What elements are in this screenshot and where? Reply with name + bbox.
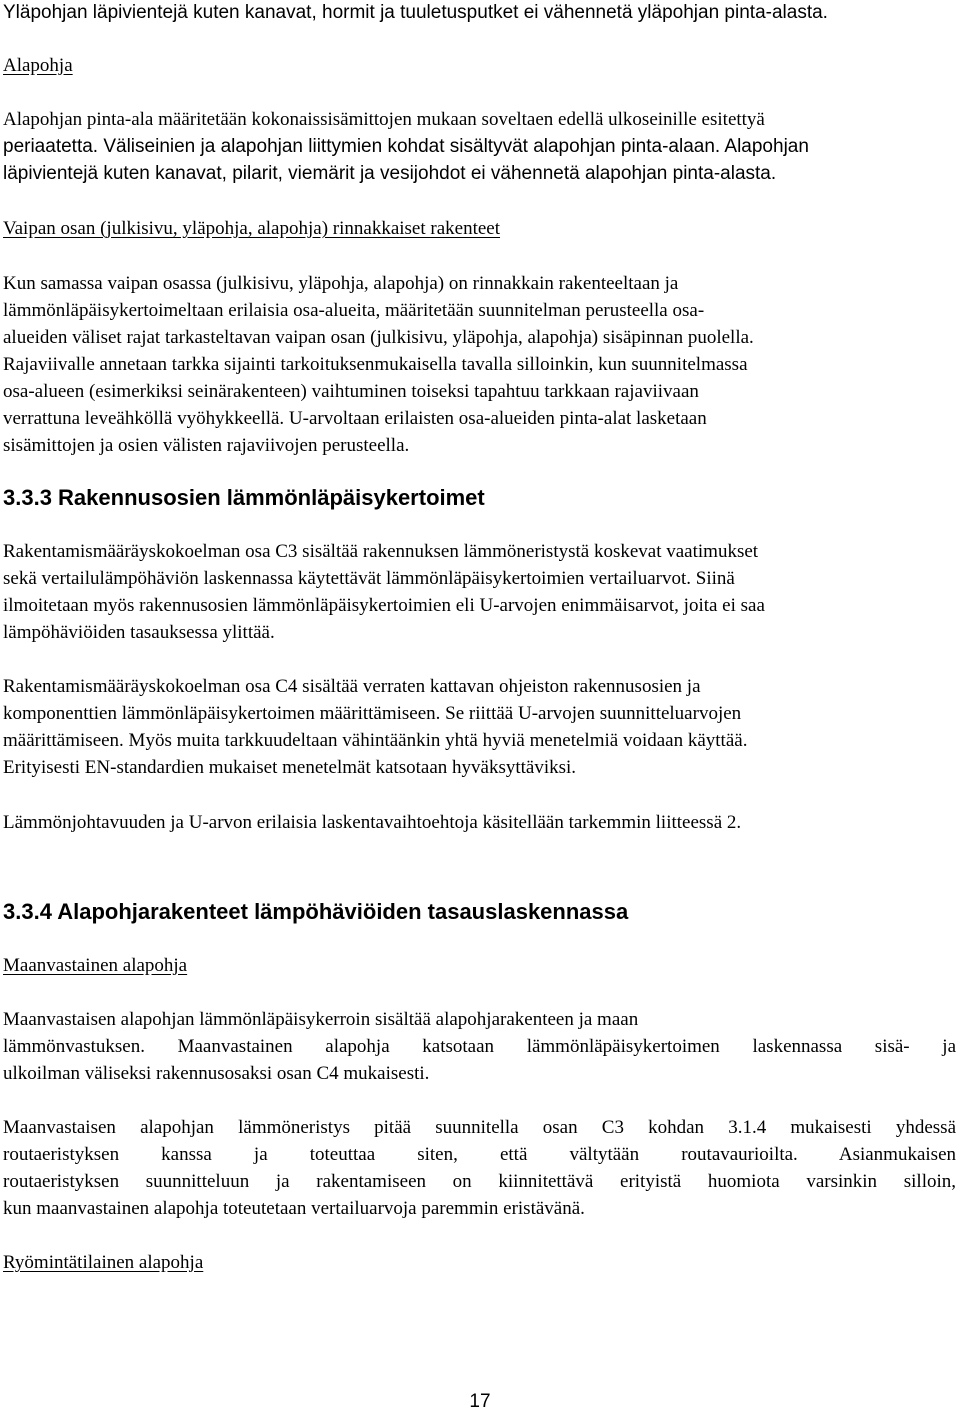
text-line: Erityisesti EN-standardien mukaiset menetelmät katsotaan hyväksyttäviksi. bbox=[3, 757, 577, 778]
text-line: Kun samassa vaipan osassa (julkisivu, yläpohja, alapohja) on rinnakkain rakenteeltaan ja bbox=[3, 273, 679, 294]
text-line: kun maanvastainen alapohja toteutetaan vertailuarvoja paremmin eristävänä. bbox=[3, 1198, 585, 1219]
text-line: lämpöhäviöiden tasauksessa ylittää. bbox=[3, 622, 275, 643]
text-line: lämmönläpäisykertoimeltaan erilaisia osa-alueita, määritetään suunnitelman perusteella osa- bbox=[3, 300, 705, 321]
text-line: osa-alueen (esimerkiksi seinärakenteen) vaihtuminen toiseksi tapahtuu tarkkaan rajaviivaan bbox=[3, 381, 699, 402]
text-line: Rajaviivalle annetaan tarkka sijainti tarkoituksenmukaisella tavalla silloinkin, kun suunnitelmassa bbox=[3, 354, 748, 375]
text-line: määrittämiseen. Myös muita tarkkuudeltaan vähintäänkin yhtä hyviä menetelmiä voidaan käyttää. bbox=[3, 730, 748, 751]
subsection-title: Alapohja bbox=[3, 55, 73, 76]
subsection-title: Vaipan osan (julkisivu, yläpohja, alapohja) rinnakkaiset rakenteet bbox=[3, 218, 501, 239]
text-line: Maanvastaisen alapohjan lämmönläpäisykerroin sisältää alapohjarakenteen ja maan bbox=[3, 1009, 639, 1030]
text-line: Maanvastaisen alapohjan lämmöneristys pitää suunnitella osan C3 kohdan 3.1.4 mukaisesti yhdessä bbox=[3, 1117, 956, 1138]
text-line: routaeristyksen suunnitteluun ja rakentamiseen on kiinnitettävä erityistä huomiota varsinkin silloin, bbox=[3, 1171, 956, 1192]
text-line: verrattuna leveähköllä vyöhykkeellä. U-arvoltaan erilaisten osa-alueiden pinta-alat lasketaan bbox=[3, 408, 707, 429]
text-line: routaeristyksen kanssa ja toteuttaa siten, että vältytään routavaurioilta. Asianmukaisen bbox=[3, 1144, 956, 1165]
text-line: Rakentamismääräyskokoelman osa C4 sisältää verraten kattavan ohjeiston rakennusosien ja bbox=[3, 676, 701, 697]
text-line: Lämmönjohtavuuden ja U-arvon erilaisia laskentavaihtoehtoja käsitellään tarkemmin liitteessä 2. bbox=[3, 812, 742, 833]
text-line: läpivientejä kuten kanavat, pilarit, viemärit ja vesijohdot ei vähennetä alapohjan pinta-alasta. bbox=[3, 163, 777, 184]
text-line: sekä vertailulämpöhäviön laskennassa käytettävät lämmönläpäisykertoimien vertailuarvot. Siinä bbox=[3, 568, 735, 589]
text-line: ulkoilman väliseksi rakennusosaksi osan C4 mukaisesti. bbox=[3, 1063, 430, 1084]
text-line: Yläpohjan läpivientejä kuten kanavat, hormit ja tuuletusputket ei vähennetä yläpohjan pinta-alasta. bbox=[3, 2, 828, 23]
section-heading: 3.3.4 Alapohjarakenteet lämpöhäviöiden tasauslaskennassa bbox=[3, 899, 629, 924]
text-line: sisämittojen ja osien välisten rajaviivojen perusteella. bbox=[3, 435, 410, 456]
text-line: Rakentamismääräyskokoelman osa C3 sisältää rakennuksen lämmöneristystä koskevat vaatimukset bbox=[3, 541, 759, 562]
text-line: alueiden väliset rajat tarkasteltavan vaipan osan (julkisivu, yläpohja, alapohja) sisäpinnan puolella. bbox=[3, 327, 754, 348]
text-line: lämmönvastuksen. Maanvastainen alapohja katsotaan lämmönläpäisykertoimen laskennassa sisä- ja bbox=[3, 1036, 956, 1057]
subsection-title: Ryömintätilainen alapohja bbox=[3, 1252, 204, 1273]
subsection-title: Maanvastainen alapohja bbox=[3, 955, 188, 976]
section-heading: 3.3.3 Rakennusosien lämmönläpäisykertoimet bbox=[3, 485, 485, 510]
text-line: Alapohjan pinta-ala määritetään kokonaissisämittojen mukaan soveltaen edellä ulkoseinille esitettyä bbox=[3, 109, 765, 130]
page-number: 17 bbox=[469, 1391, 491, 1412]
text-line: periaatetta. Väliseinien ja alapohjan liittymien kohdat sisältyvät alapohjan pinta-alaan. Alapohjan bbox=[3, 136, 809, 157]
text-line: komponenttien lämmönläpäisykertoimen määrittämiseen. Se riittää U-arvojen suunnitteluarvojen bbox=[3, 703, 742, 724]
text-line: ilmoitetaan myös rakennusosien lämmönläpäisykertoimien eli U-arvojen enimmäisarvot, joita ei saa bbox=[3, 595, 765, 616]
